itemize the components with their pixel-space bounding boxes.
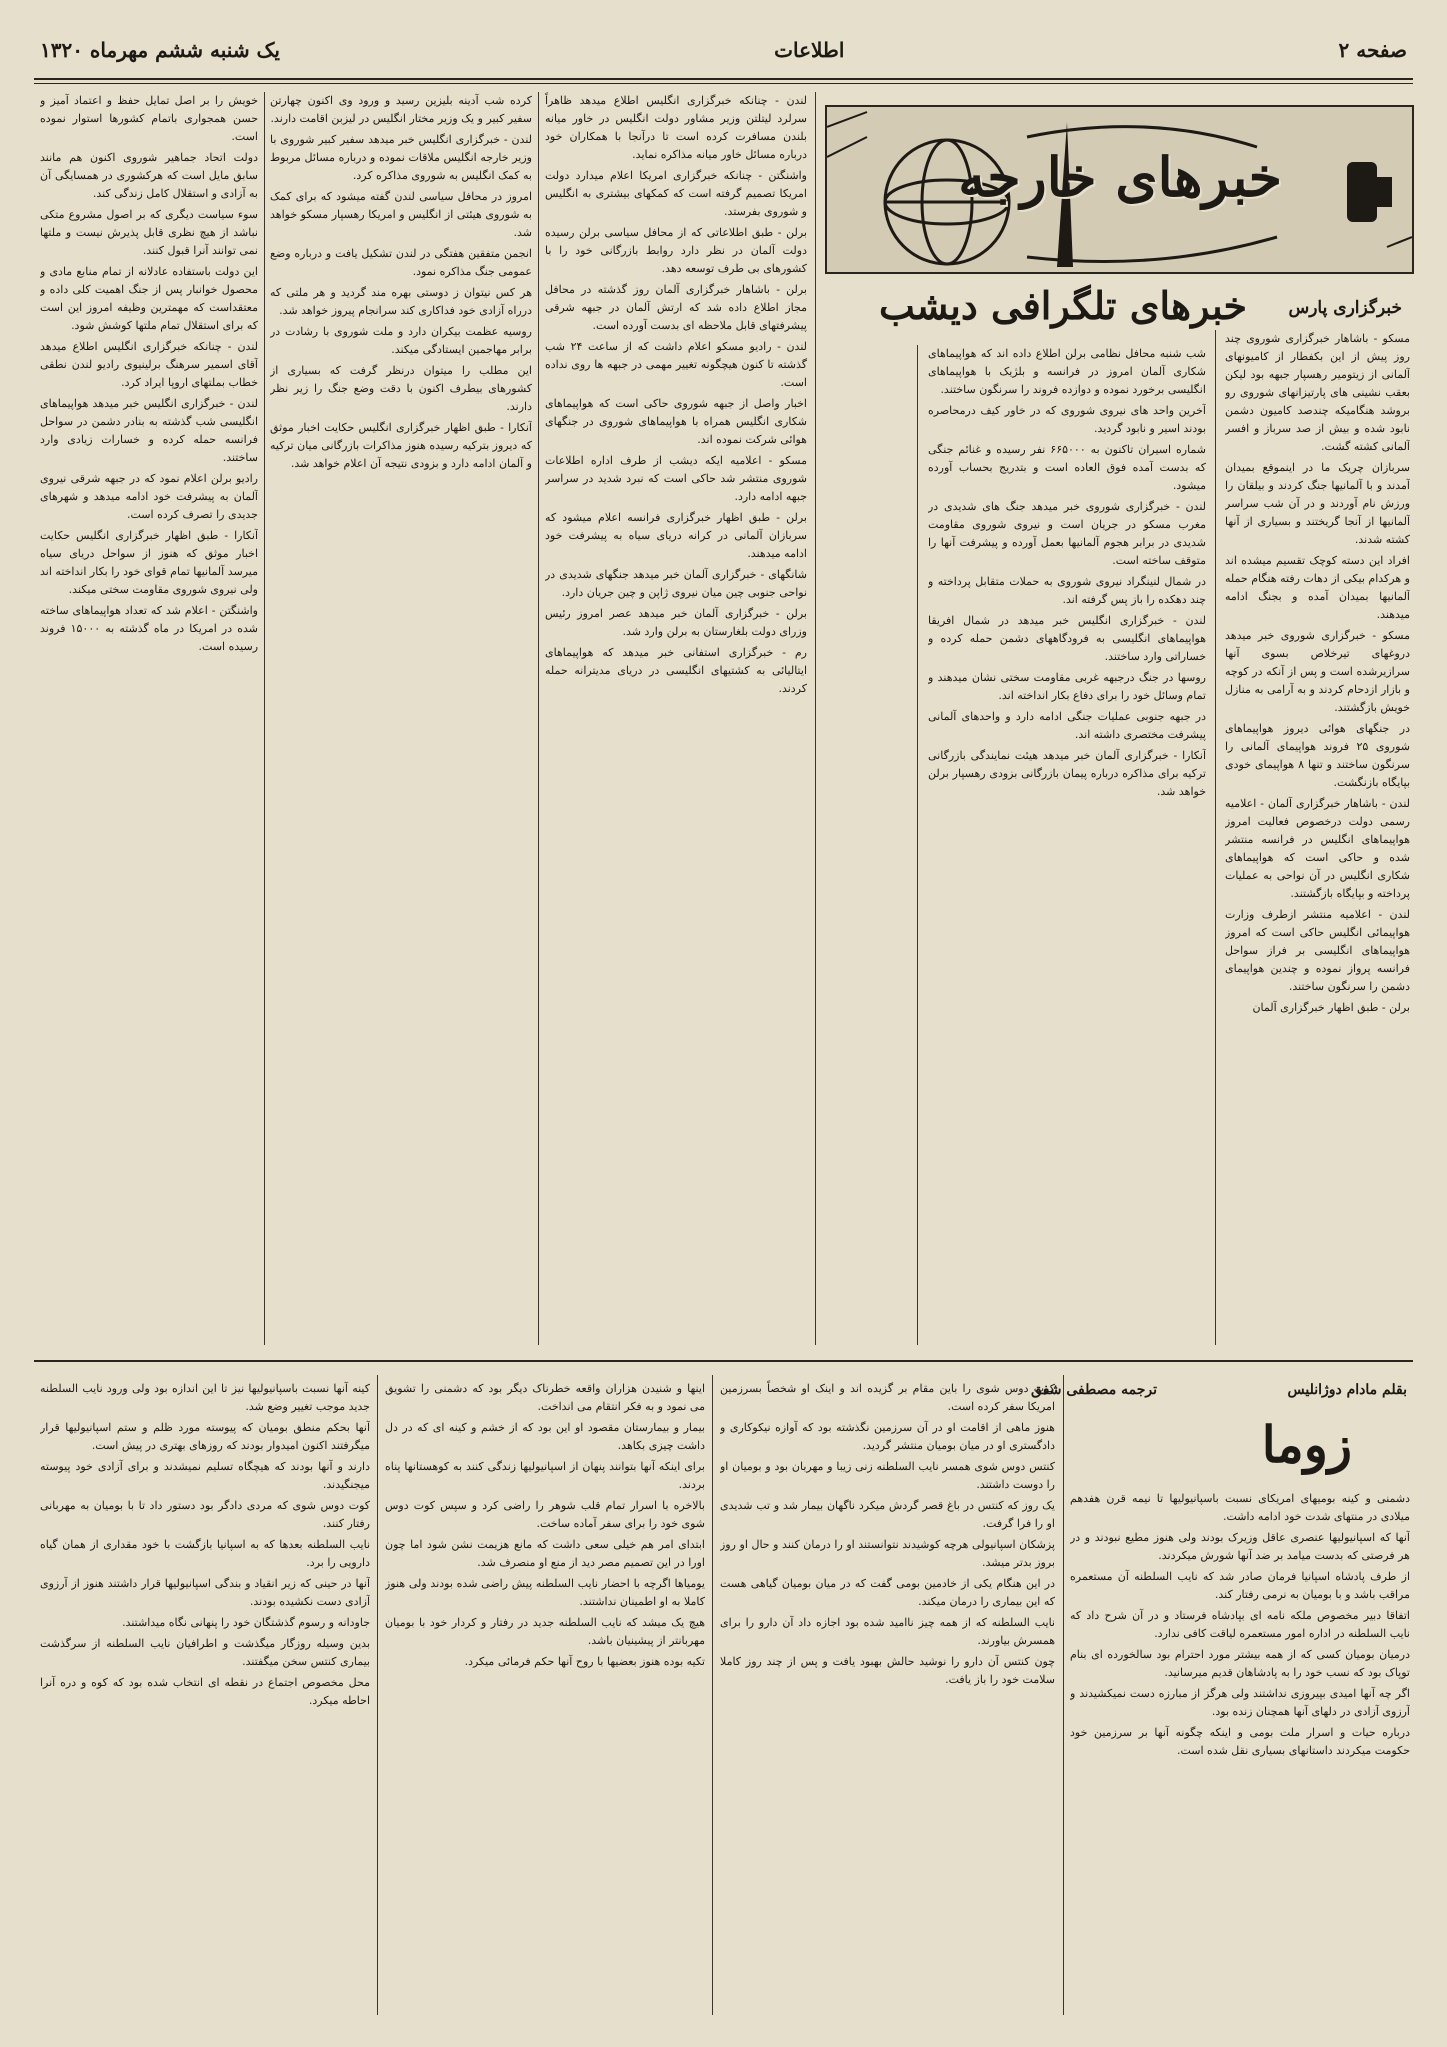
- paragraph: مسکو - باشاهار خبرگزاری شوروی چند روز پیش از این بکفطار از کامیونهای آلمانی از زیتومیر رهسپار جبهه بود لیکن بعقب نشینی های پارتیزانهای شوروی رو بروشد هنگامیکه چندصد کامیون دشمن نابود شده و بیش از صد سرباز و افسر آلمانی کشته گشت.: [1225, 332, 1410, 453]
- paragraph: شماره اسیران تاکنون به ۶۶۵۰۰۰ نفر رسیده و غنائم جنگی که بدست آمده فوق العاده است و بتدریج بحساب آورده میشود.: [928, 443, 1206, 492]
- paragraph: مسکو - اعلامیه ایکه دیشب از طرف اداره اطلاعات شوروی منتشر شد حاکی است که نبرد شدید در سراسر جبهه ادامه دارد.: [545, 454, 807, 503]
- paragraph: برلن - طبق اطلاعاتی که از محافل سیاسی برلن رسیده دولت آلمان در نظر دارد روابط بازرگانی خود را با کشورهای بی طرف توسعه دهد.: [545, 226, 807, 275]
- paragraph: رادیو برلن اعلام نمود که در جبهه شرقی نیروی آلمان به پیشرفت خود ادامه میدهد و شهرهای جدیدی را تصرف کرده است.: [40, 472, 258, 521]
- serial-column-3: [385, 1380, 705, 2010]
- paragraph: لندن - خبرگزاری شوروی خبر میدهد جنگ های شدیدی در مغرب مسکو در جریان است و نیروی شوروی مقاومت شدیدی در برابر هجوم آلمانیها بعمل آورده و پیشرفت آنها را متوقف ساخته است.: [928, 500, 1206, 567]
- section-banner: [825, 105, 1414, 274]
- paragraph: پزشکان اسپانیولی هرچه کوشیدند نتوانستند او را درمان کنند و حال او روز بروز بدتر میشد.: [720, 1538, 1055, 1569]
- paragraph: نایب السلطنه که از همه چیز ناامید شده بود اجازه داد آن دارو را برای همسرش بیاورند.: [720, 1616, 1055, 1647]
- paragraph: در شمال لنینگراد نیروی شوروی به حملات متقابل پرداخته و چند دهکده را باز پس گرفته اند.: [928, 575, 1206, 606]
- newspaper-name: اطلاعات: [774, 38, 845, 62]
- header-rule: [34, 78, 1413, 80]
- paragraph: رم - خبرگزاری استفانی خبر میدهد که هواپیماهای ایتالیائی به کشتیهای انگلیسی در دریای مدیترانه حمله کردند.: [545, 646, 807, 695]
- paragraph: کینه آنها نسبت باسپانیولیها نیز تا این اندازه بود ولی ورود نایب السلطنه جدید موجب تغییر وضع شد.: [40, 1382, 370, 1413]
- paragraph: آنها بحکم منطق بومیان که پیوسته مورد ظلم و ستم اسپانیولیها قرار میگرفتند اکنون امیدوار بودند که روزهای بهتری در پیش است.: [40, 1421, 370, 1452]
- paragraph: بالاخره با اسرار تمام قلب شوهر را راضی کرد و سپس کوت دوس شوی خود را برای سفر آماده ساخت.: [385, 1499, 705, 1530]
- paragraph: کوت دوس شوی را باین مقام بر گزیده اند و اینک او شخصاً بسرزمین امریکا سفر کرده است.: [720, 1382, 1055, 1413]
- serial-column-4: [40, 1380, 370, 2010]
- paragraph: دولت اتحاد جماهیر شوروی اکنون هم مانند سابق مایل است که هرکشوری در همسایگی آن به آزادی و استقلال کامل زندگی کند.: [40, 151, 258, 200]
- paragraph: شب شنبه محافل نظامی برلن اطلاع داده اند که هواپیماهای شکاری آلمان امروز در فرانسه و بلژیک با هواپیماهای انگلیسی برخورد نموده و دوازده فروند را سرنگون ساختند.: [928, 347, 1206, 396]
- paragraph: برلن - طبق اظهار خبرگزاری فرانسه اعلام میشود که سربازان آلمانی در کرانه دریای سیاه به پیشرفت خود ادامه میدهند.: [545, 511, 807, 560]
- column-divider: [815, 92, 816, 1345]
- paragraph: درمیان بومیان کسی که از همه بیشتر مورد احترام بود سالخورده ای بنام توپاک بود که نسب خود را به پادشاهان قدیم میرسانید.: [1070, 1648, 1410, 1679]
- news-column-4: [270, 92, 532, 1345]
- column-divider: [1063, 1375, 1064, 2015]
- paragraph: محل مخصوص اجتماع در نقطه ای انتخاب شده بود که کوه و دره آنرا احاطه میکرد.: [40, 1676, 370, 1707]
- serial-translator: ترجمه مصطفی شفق: [1031, 1382, 1157, 1398]
- paragraph: هر کس نیتوان ز دوستی بهره مند گردید و هر ملتی که درراه آزادی خود فداکاری کند سرانجام پیروز خواهد شد.: [270, 286, 532, 317]
- paragraph: دشمنی و کینه بومیهای امریکای نسبت باسپانیولیها تا نیمه قرن هفدهم میلادی در منتهای شدت خود ادامه داشت.: [1070, 1492, 1410, 1523]
- paragraph: از طرف پادشاه اسپانیا فرمان صادر شد که نایب السلطنه آن مستعمره مراقب باشد و با بومیان به نرمی رفتار کند.: [1070, 1570, 1410, 1601]
- paragraph: روسیه عظمت بیکران دارد و ملت شوروی با رشادت در برابر مهاجمین ایستادگی میکند.: [270, 325, 532, 356]
- paragraph: اخبار واصل از جبهه شوروی حاکی است که هواپیماهای شکاری انگلیس همراه با هواپیماهای شوروی در جنگهای هوائی شرکت نموده اند.: [545, 397, 807, 446]
- paragraph: درباره حیات و اسرار ملت بومی و اینکه چگونه آنها بر سرزمین خود حکومت میکردند داستانهای بسیاری نقل شده است.: [1070, 1726, 1410, 1757]
- banner-title: خبرهای خارجه: [958, 145, 1282, 209]
- paragraph: روسها در جنگ درجبهه غربی مقاومت سختی نشان میدهند و تمام وسائل خود را برای دفاع بکار انداخته اند.: [928, 671, 1206, 702]
- paragraph: واشنگتن - اعلام شد که تعداد هواپیماهای ساخته شده در امریکا در ماه گذشته به ۱۵۰۰۰ فروند رسیده است.: [40, 604, 258, 653]
- paragraph: آنها که اسپانیولیها عنصری عاقل وزیرک بودند ولی هنوز مطیع نبودند و در هر فرصتی که بدست میامد بر ضد آنها شورش میکردند.: [1070, 1531, 1410, 1562]
- column-divider: [917, 345, 918, 1345]
- paragraph: افراد این دسته کوچک تقسیم میشده اند و هرکدام بیکی از دهات رفته هنگام حمله آلمانیها بمیدان آمده و بجنگ ادامه میدهند.: [1225, 554, 1410, 621]
- news-column-2: [928, 345, 1206, 1345]
- paragraph: مسکو - خبرگزاری شوروی خبر میدهد دروغهای تیرخلاص بسوی آنها سرازیرشده است و پس از آنکه در کوچه و بازار ازدحام کردند و به آرامی به منازل خویش بازگشتند.: [1225, 629, 1410, 714]
- issue-date: یک شنبه ششم مهرماه ۱۳۲۰: [40, 38, 280, 62]
- masthead: [40, 30, 1407, 70]
- paragraph: برلن - باشاهار خبرگزاری آلمان روز گذشته در محافل مجاز اطلاع داده شد که ارتش آلمان در جبهه شرقی پیشرفتهای قابل ملاحظه ای بدست آورده است.: [545, 283, 807, 332]
- paragraph: آخرین واحد های نیروی شوروی که در خاور کیف درمحاصره بودند اسیر و نابود گردید.: [928, 404, 1206, 435]
- news-section-title: خبرهای تلگرافی دیشب: [879, 283, 1247, 328]
- paragraph: لندن - چنانکه خبرگزاری انگلیس اطلاع میدهد ظاهراً سرلرد لیتلتن وزیر مشاور دولت انگلیس در خاور میانه بلندن مسافرت کرده است تا درآنجا با همکاران خود درباره مسائل خاور میانه مذاکره نماید.: [545, 94, 807, 161]
- paragraph: شانگهای - خبرگزاری آلمان خبر میدهد جنگهای شدیدی در نواحی جنوبی چین میان نیروی ژاپن و چین جریان دارد.: [545, 568, 807, 599]
- paragraph: آنکارا - طبق اظهار خبرگزاری انگلیس حکایت اخبار موثق که هنوز از سواحل دریای سیاه میرسد آلمانیها تمام قوای خود را بکار انداخته اند ولی نیروی شوروی مقاومت سختی میکند.: [40, 529, 258, 596]
- paragraph: لندن - رادیو مسکو اعلام داشت که از ساعت ۲۴ شب گذشته تا کنون هیچگونه تغییر مهمی در جبهه ها روی نداده است.: [545, 340, 807, 389]
- serial-title: زوما: [1261, 1415, 1352, 1474]
- column-divider: [538, 92, 539, 1345]
- paragraph: این مطلب را میتوان درنظر گرفت که بسیاری از کشورهای بیطرف اکنون با دقت وضع جنگ را زیر نظر دارند.: [270, 364, 532, 413]
- paragraph: انجمن متفقین هفتگی در لندن تشکیل یافت و درباره وضع عمومی جنگ مذاکره نمود.: [270, 247, 532, 278]
- column-divider: [264, 92, 265, 1345]
- paragraph: ابتدای امر هم خیلی سعی داشت که مانع هزیمت نشن شود اما چون اورا در این تصمیم مصر دید از منع او منصرف شد.: [385, 1538, 705, 1569]
- serial-column-2: [720, 1380, 1055, 2010]
- paragraph: بدین وسیله روزگار میگذشت و اطرافیان نایب السلطنه از سرگذشت بیماری کنتس سخن میگفتند.: [40, 1637, 370, 1668]
- paragraph: برای اینکه آنها بتوانند پنهان از اسپانیولیها زندگی کنند به کوهستانها پناه بردند.: [385, 1460, 705, 1491]
- paragraph: لندن - چنانکه خبرگزاری انگلیس اطلاع میدهد آقای اسمیر سرهنگ برلینیوی رادیو لندن نطقی خطاب بملتهای اروپا ایراد کرد.: [40, 340, 258, 389]
- page-number: صفحه ۲: [1338, 38, 1407, 62]
- paragraph: لندن - خبرگزاری انگلیس خبر میدهد در شمال افریقا هواپیماهای انگلیسی به فرودگاههای دشمن حمله کرده و خساراتی وارد ساختند.: [928, 614, 1206, 663]
- paragraph: در جنگهای هوائی دیروز هواپیماهای شوروی ۲۵ فروند هواپیمای آلمانی را سرنگون ساختند و تنها ۸ هواپیمای خودی بپایگاه بازنگشت.: [1225, 722, 1410, 789]
- paragraph: لندن - خبرگزاری انگلیس خبر میدهد سفیر کبیر شوروی با وزیر خارجه انگلیس ملاقات نموده و درباره مسائل مربوط به کمک انگلیس به شوروی مذاکره کرد.: [270, 133, 532, 182]
- paragraph: تکیه بوده هنوز بعضیها با روح آنها حکم فرمائی میکرد.: [464, 1655, 705, 1668]
- paragraph: برلن - خبرگزاری آلمان خبر میدهد عصر امروز رئیس وزرای دولت بلغارستان به برلن وارد شد.: [545, 607, 807, 638]
- serial-column-1: [1070, 1490, 1410, 2010]
- paragraph: یک روز که کنتس در باغ قصر گردش میکرد ناگهان بیمار شد و تب شدیدی او را فرا گرفت.: [720, 1499, 1055, 1530]
- paragraph: در جبهه جنوبی عملیات جنگی ادامه دارد و واحدهای آلمانی پیشرفت مختصری داشته اند.: [928, 710, 1206, 741]
- paragraph: سربازان چریک ما در اینموقع بمیدان آمدند و با آلمانیها جنگ کردند و بیلقان را ورزش نام آوردند و در آن شب سراسر آلمانیها از آنجا گریختند و بسیاری از آنها کشته شدند.: [1225, 461, 1410, 546]
- paragraph: برلن - طبق اظهار خبرگزاری آلمان: [1252, 1001, 1410, 1014]
- paragraph: خویش را بر اصل تمایل حفظ و اعتماد آمیز و حسن همجواری باتمام کشورها استوار نموده است.: [40, 94, 258, 143]
- paragraph: اینها و شنیدن هزاران واقعه خطرناک دیگر بود که دشمنی را تشویق می نمود و به فکر انتقام می انداخت.: [385, 1382, 705, 1413]
- paragraph: کوت دوس شوی که مردی دادگر بود دستور داد تا با بومیان به مهربانی رفتار کنند.: [40, 1499, 370, 1530]
- paragraph: در این هنگام یکی از خادمین بومی گفت که در میان بومیان گیاهی هست که این بیماری را درمان میکند.: [720, 1577, 1055, 1608]
- paragraph: اتفاقا دبیر مخصوص ملکه نامه ای بپادشاه فرستاد و در آن شرح داد که نایب السلطنه در اداره امور مستعمره لیاقت کافی ندارد.: [1070, 1609, 1410, 1640]
- paragraph: سوء سیاست دیگری که بر اصول مشروع متکی نباشد از هیچ نظری قابل پذیرش نیست و ملتها نمی توانند آنرا قبول کنند.: [40, 208, 258, 257]
- paragraph: لندن - اعلامیه منتشر ازطرف وزارت هواپیمائی انگلیس حاکی است که امروز هواپیماهای انگلیسی بر فراز سواحل فرانسه پرواز نموده و چندین هواپیمای دشمن را سرنگون ساختند.: [1225, 908, 1410, 993]
- paragraph: دارند و آنها بودند که هیچگاه تسلیم نمیشدند و برای آزادی خود پیوسته میجنگیدند.: [40, 1460, 370, 1491]
- paragraph: این دولت باستفاده عادلانه از تمام منابع مادی و محصول خوانبار پس از جنگ اهمیت کلی داده و معتقداست که مهمترین وظیفه امروز این است که برای استقلال تمام ملتها کوشش شود.: [40, 265, 258, 332]
- paragraph: آنکارا - خبرگزاری آلمان خبر میدهد هیئت نمایندگی بازرگانی ترکیه برای مذاکره درباره پیمان بازرگانی بزودی رهسپار برلن خواهد شد.: [928, 749, 1206, 798]
- news-column-1: [1225, 330, 1410, 1345]
- column-divider: [1215, 330, 1216, 1345]
- paragraph: آنکارا - طبق اظهار خبرگزاری انگلیس حکایت اخبار موثق که دیروز بترکیه رسیده هنوز مذاکرات بازرگانی میان ترکیه و آلمان ادامه دارد و بزودی نتیجه آن اعلام خواهد شد.: [270, 421, 532, 470]
- paragraph: آنها در حینی که زیر انقیاد و بندگی اسپانیولیها قرار داشتند هنوز از آرزوی آزادی دست نکشیده بودند.: [40, 1577, 370, 1608]
- serial-author: بقلم مادام دوژانلیس: [1287, 1382, 1407, 1398]
- paragraph: چون کنتس آن دارو را نوشید حالش بهبود یافت و پس از چند روز کاملا سلامت خود را باز یافت.: [720, 1655, 1055, 1686]
- paragraph: بیمار و بیمارستان مقصود او این بود که از خشم و کینه ای که در دل داشت چیزی بکاهد.: [385, 1421, 705, 1452]
- section-separator: [34, 1360, 1413, 1362]
- paragraph: واشنگتن - چنانکه خبرگزاری امریکا اعلام میدارد دولت امریکا تصمیم گرفته است که کمکهای بیشتری به انگلیس و شوروی بفرستد.: [545, 169, 807, 218]
- paragraph: هنوز ماهی از اقامت او در آن سرزمین نگذشته بود که آوازه نیکوکاری و دادگستری او در میان بومیان منتشر گردید.: [720, 1421, 1055, 1452]
- paragraph: امروز در محافل سیاسی لندن گفته میشود که برای کمک به شوروی هیئتی از انگلیس و امریکا رهسپار مسکو خواهد شد.: [270, 190, 532, 239]
- column-divider: [712, 1375, 713, 2015]
- paragraph: لندن - خبرگزاری انگلیس خبر میدهد هواپیماهای انگلیسی شب گذشته به بنادر دشمن در سواحل فرانسه حمله کرده و خسارات زیادی وارد ساختند.: [40, 397, 258, 464]
- paragraph: هیچ یک میشد که نایب السلطنه جدید در رفتار و کردار خود با بومیان مهربانتر از پیشینیان باشد.: [385, 1616, 705, 1647]
- paragraph: نایب السلطنه بعدها که به اسپانیا بازگشت با خود مقداری از همان گیاه دارویی را برد.: [40, 1538, 370, 1569]
- paragraph: کنتس دوس شوی همسر نایب السلطنه زنی زیبا و مهربان بود و بومیان او را دوست داشتند.: [720, 1460, 1055, 1491]
- news-source-label: خبرگزاری پارس: [1288, 298, 1402, 318]
- paragraph: لندن - باشاهار خبرگزاری آلمان - اعلامیه رسمی دولت درخصوص فعالیت امروز هواپیماهای انگلیس در فرانسه منتشر شده و حاکی است که هواپیماهای شکاری انگلیس در آن نواحی به عملیات پرداخته و بپایگاه بازگشتند.: [1225, 797, 1410, 900]
- paragraph: اگر چه آنها امیدی بپیروزی نداشتند ولی هرگز از مبارزه دست نمیکشیدند و آرزوی آزادی در دلهای آنها همچنان زنده بود.: [1070, 1687, 1410, 1718]
- news-column-3: [545, 92, 807, 1345]
- paragraph: یومیاها اگرچه با احضار نایب السلطنه پیش راضی شده بودند ولی هنوز کاملا به او اطمینان نداشتند.: [385, 1577, 705, 1608]
- header-rule-thin: [34, 83, 1413, 84]
- news-column-5: [40, 92, 258, 1345]
- paragraph: جاودانه و رسوم گذشتگان خود را پنهانی نگاه میداشتند.: [122, 1616, 370, 1629]
- column-divider: [377, 1375, 378, 2015]
- paragraph: کرده شب آدینه بلیزین رسید و ورود وی اکنون چهارتن سفیر کبیر و یک وزیر مختار انگلیس در لیزبن اقامت دارند.: [270, 94, 532, 125]
